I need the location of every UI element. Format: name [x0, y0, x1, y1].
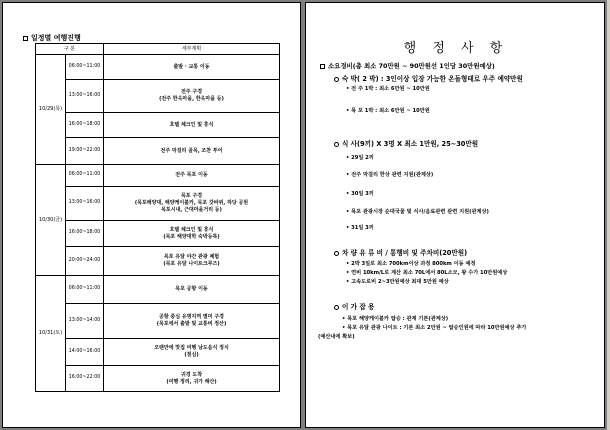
plan-cell: 목포 공항 이동: [104, 276, 280, 304]
time-cell: 13:00~16:00: [66, 80, 104, 113]
table-row: [36, 366, 280, 392]
time-cell: 13:00~16:00: [66, 187, 104, 221]
meals-line: • 29일 2끼: [346, 155, 374, 161]
time-cell: 06:00~11:00: [66, 55, 104, 80]
circle-bullet-icon: [334, 77, 339, 82]
right-document-page: [305, 2, 605, 428]
table-row: [36, 247, 280, 276]
meals-line: • 30일 3끼: [346, 191, 374, 197]
table-row: [36, 304, 280, 339]
table-row: [36, 113, 280, 138]
misc-line: • 목포 해양케이블카 탑승 : 관계 기본(관계상): [342, 316, 449, 322]
time-cell: 13:00~14:00: [66, 304, 104, 339]
circle-bullet-icon: [334, 305, 339, 310]
transport-line: • 2박 3일로 최소 700km이상 과정 800km 이동 예정: [346, 261, 476, 267]
plan-cell: 귀경 도착 (여행 정리, 귀가 해산): [104, 366, 280, 392]
plan-cell: 출발 · 교통 이동: [104, 55, 280, 80]
plan-cell: 호텔 체크인 및 휴식: [104, 113, 280, 138]
time-cell: 06:00~11:00: [66, 276, 104, 304]
plan-cell: 전주 구경 (전주 한옥마을, 한옥마을 등): [104, 80, 280, 113]
table-row: [36, 221, 280, 247]
meals-line: • 전주 막걸리 한상 관련 지원(관계상): [346, 172, 434, 178]
plan-cell: 목포 구경 (목포해양대, 해양케이블카, 목포 갓바위, 하당 공원 목포시내, 근대마을거리 등): [104, 187, 280, 221]
header-plan: 세부계획: [104, 44, 280, 55]
vertical-scrollbar[interactable]: [606, 0, 610, 430]
itinerary-table: [35, 43, 280, 392]
circle-bullet-icon: [334, 142, 339, 147]
plan-cell: 목포 유달 야간 관광 체험 (목포 유달 나이트크루즈): [104, 247, 280, 276]
transport-line: • 연비 10km/L로 계산 최소 70L에서 80L소모, 왕 수가 10만원예상: [346, 270, 508, 276]
time-cell: 20:00~24:00: [66, 247, 104, 276]
plan-cell: 전주 막걸리 골목, 조찬 투어: [104, 138, 280, 165]
budget-heading: 소요경비(총 최소 70만원 ~ 90만원선 1인당 30만원예상): [320, 61, 495, 70]
misc-line: • 목포 유달 관광 나이트 : 기본 최소 2만원 ~ 탑승인원에 따라 10만원예상 추가: [342, 325, 527, 331]
time-cell: 16:00~18:00: [66, 221, 104, 247]
transport-line: • 고속도로비 2~3만원예상 최대 5만원 예상: [346, 279, 449, 285]
table-row: [36, 165, 280, 187]
table-row: [36, 55, 280, 80]
time-cell: 14:00~16:00: [66, 339, 104, 366]
meals-line: • 목포 관광시장 순대국물 및 식사/음료관련 관련 지원(관계상): [346, 209, 489, 215]
lodging-heading: 숙 박( 2 박) : 3인이상 입장 가능한 온돌형태로 우주 예약만원: [334, 73, 523, 83]
day-label: 10/31(토): [36, 276, 66, 392]
misc-heading: 이 가 잡 용: [334, 301, 374, 311]
plan-cell: 전주 목포 이동: [104, 165, 280, 187]
time-cell: 19:00~22:00: [66, 138, 104, 165]
misc-line: (예산내에 확보): [318, 334, 355, 340]
left-document-page: [2, 2, 301, 428]
table-row: [36, 138, 280, 165]
table-row: [36, 276, 280, 304]
time-cell: 16:00~18:00: [66, 113, 104, 138]
lodging-line: • 목 포 1박 : 최소 6만원 ~ 10만원: [346, 108, 430, 114]
plan-cell: 오랜만에 맛집 여행 남도음식 정식 (점심): [104, 339, 280, 366]
plan-cell: 호텔 체크인 및 휴식 (목포 해양대학 숙박등록): [104, 221, 280, 247]
admin-notes-title: 행 정 사 항: [403, 41, 509, 56]
header-category: 구 분: [36, 44, 104, 55]
itinerary-section-title: 일정별 여행진행: [23, 33, 81, 43]
table-header-row: [36, 44, 280, 55]
table-row: [36, 339, 280, 366]
lodging-line: • 전 주 1박 : 최소 6만원 ~ 10만원: [346, 86, 430, 92]
meals-line: • 31일 3끼: [346, 225, 374, 231]
meals-heading: 식 사(9끼) X 3명 X 최소 1만원, 25~30만원: [334, 138, 478, 148]
table-row: [36, 187, 280, 221]
square-bullet-icon: [320, 64, 325, 69]
transport-heading: 차 량 유 류 비 / 통행비 및 주차비(20만원): [334, 247, 467, 257]
plan-cell: 공항 중심 유명지역 별미 구경 (목포에서 출발 및 교통비 정산): [104, 304, 280, 339]
square-bullet-icon: [23, 36, 28, 41]
time-cell: 06:00~11:00: [66, 165, 104, 187]
circle-bullet-icon: [334, 251, 339, 256]
day-label: 10/30(금): [36, 165, 66, 276]
table-row: [36, 80, 280, 113]
time-cell: 16:00~22:00: [66, 366, 104, 392]
day-label: 10/29(목): [36, 55, 66, 165]
